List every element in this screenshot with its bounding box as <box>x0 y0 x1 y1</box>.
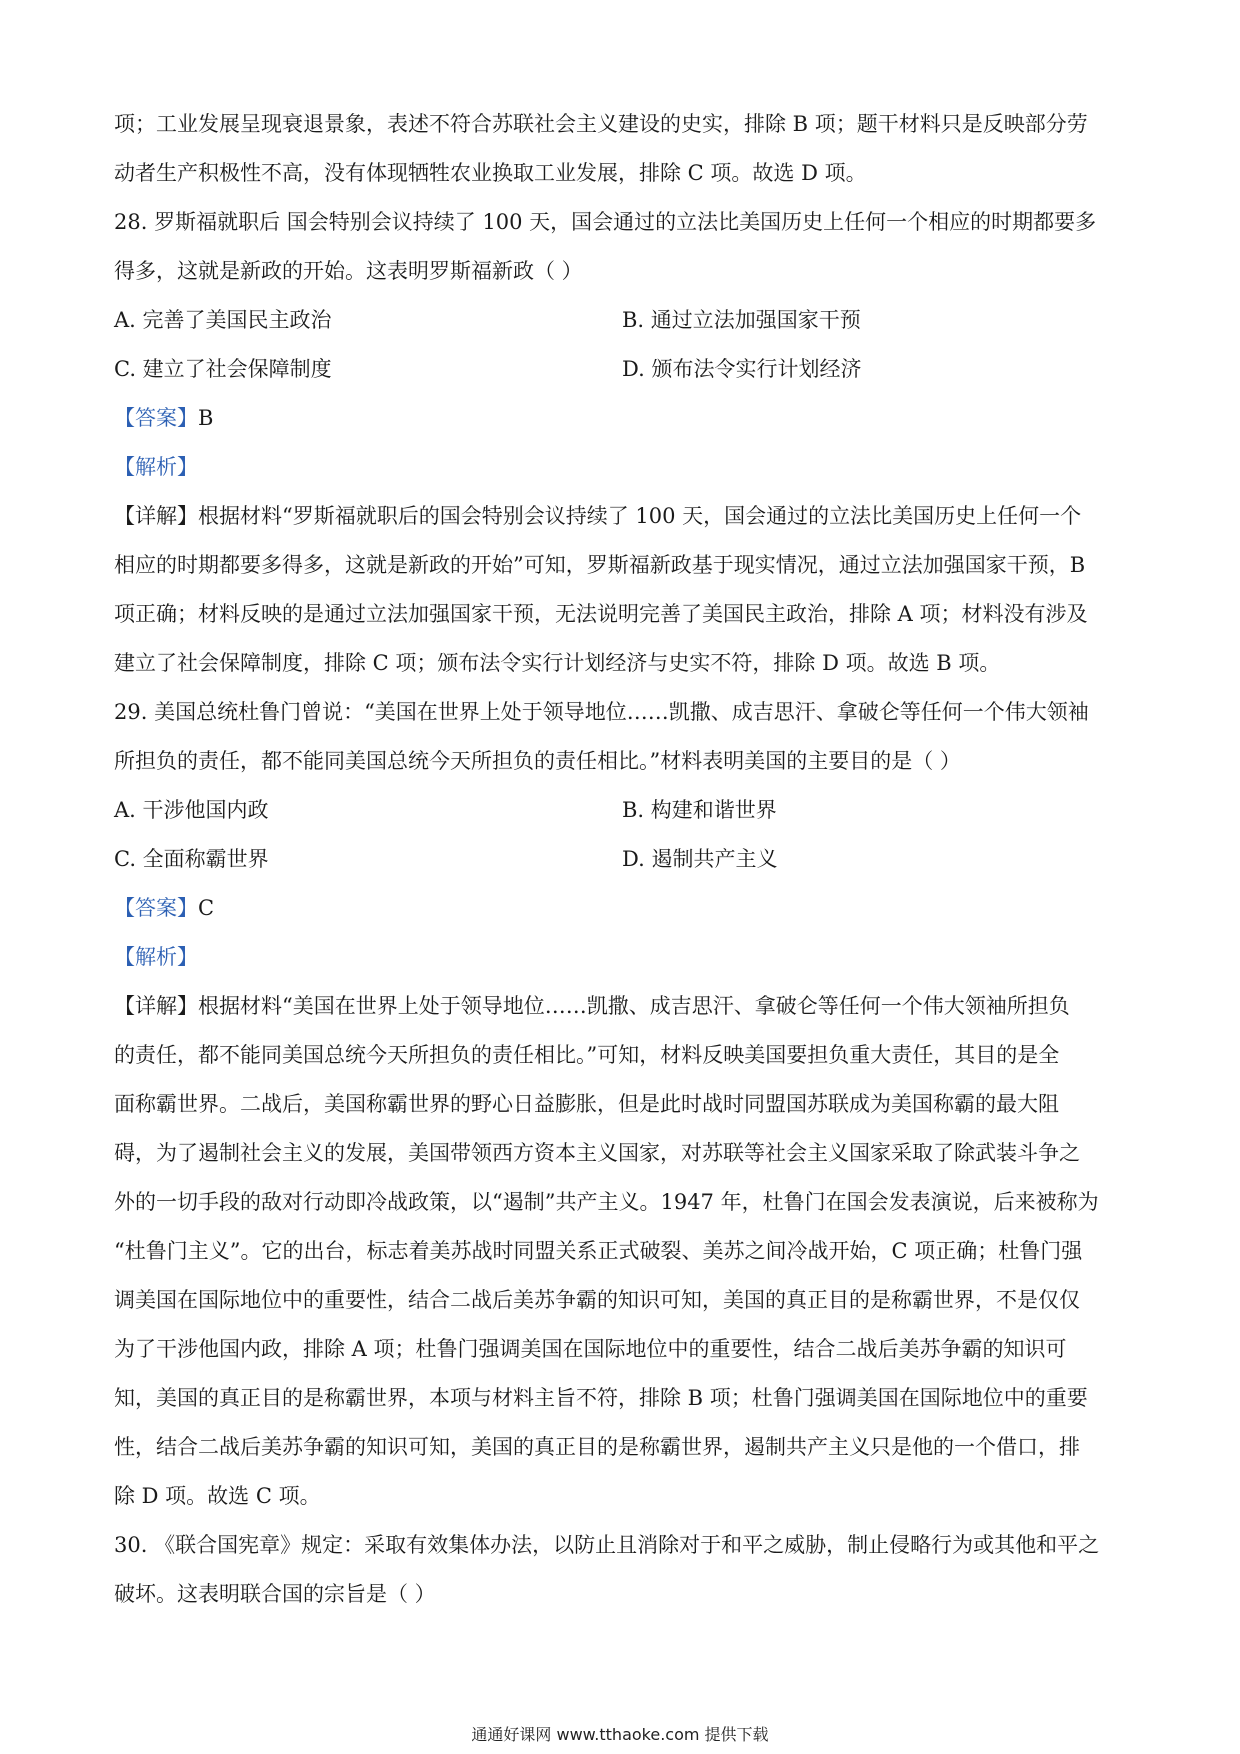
text-line: 项；工业发展呈现衰退景象，表述不符合苏联社会主义建设的史实，排除 B 项；题干材料只是反映部分劳 <box>114 112 1088 136</box>
detail-line: 除 D 项。故选 C 项。 <box>114 1484 321 1508</box>
question-29-stem: 29. 美国总统杜鲁门曾说：“美国在世界上处于领导地位……凯撒、成吉思汗、拿破仑等任何一个伟大领袖 <box>114 700 1089 724</box>
analysis-heading <box>114 933 1130 982</box>
question-28-stem: 28. 罗斯福就职后 国会特别会议持续了 100 天，国会通过的立法比美国历史上任何一个相应的时期都要多 <box>114 210 1097 234</box>
detail-line: 外的一切手段的敌对行动即冷战政策，以“遏制”共产主义。1947 年，杜鲁门在国会发表演说，后来被称为 <box>114 1190 1099 1214</box>
detail-line: 建立了社会保障制度，排除 C 项；颁布法令实行计划经济与史实不符，排除 D 项。故选 B 项。 <box>114 651 1001 675</box>
detail-tag: 【详解】 <box>114 994 198 1018</box>
answer-line <box>114 884 1130 933</box>
option-d: D. 颁布法令实行计划经济 <box>622 357 862 381</box>
detail-line <box>114 982 1130 1031</box>
detail-line: 项正确；材料反映的是通过立法加强国家干预，无法说明完善了美国民主政治，排除 A 项；材料没有涉及 <box>114 602 1088 626</box>
detail-line: 面称霸世界。二战后，美国称霸世界的野心日益膨胀，但是此时战时同盟国苏联成为美国称霸的最大阻 <box>114 1092 1059 1116</box>
answer-line <box>114 394 1130 443</box>
detail-tag: 【详解】 <box>114 504 198 528</box>
question-29-options <box>114 835 1130 884</box>
option-b: B. 构建和谐世界 <box>622 798 777 822</box>
detail-line: 为了干涉他国内政，排除 A 项；杜鲁门强调美国在国际地位中的重要性，结合二战后美苏争霸的知识可 <box>114 1337 1067 1361</box>
option-c: C. 全面称霸世界 <box>114 847 269 871</box>
detail-line: 的责任，都不能同美国总统今天所担负的责任相比。”可知，材料反映美国要担负重大责任，其目的是全 <box>114 1043 1060 1067</box>
analysis-heading <box>114 443 1130 492</box>
question-30-stem: 30. 《联合国宪章》规定：采取有效集体办法，以防止且消除对于和平之威胁，制止侵略行为或其他和平之 <box>114 1533 1100 1557</box>
answer-value: B <box>198 406 214 430</box>
detail-line: 调美国在国际地位中的重要性，结合二战后美苏争霸的知识可知，美国的真正目的是称霸世界，不是仅仅 <box>114 1288 1080 1312</box>
detail-line: 相应的时期都要多得多，这就是新政的开始”可知，罗斯福新政基于现实情况，通过立法加强国家干预，B <box>114 553 1086 577</box>
question-29-stem: 所担负的责任，都不能同美国总统今天所担负的责任相比。”材料表明美国的主要目的是（ ） <box>114 749 961 773</box>
detail-text: 根据材料“美国在世界上处于领导地位……凯撒、成吉思汗、拿破仑等任何一个伟大领袖所担负 <box>198 994 1070 1018</box>
question-28-options <box>114 345 1130 394</box>
answer-value: C <box>198 896 215 920</box>
detail-line: 知，美国的真正目的是称霸世界，本项与材料主旨不符，排除 B 项；杜鲁门强调美国在国际地位中的重要 <box>114 1386 1088 1410</box>
question-29-options <box>114 786 1130 835</box>
text-line: 动者生产积极性不高，没有体现牺牲农业换取工业发展，排除 C 项。故选 D 项。 <box>114 161 867 185</box>
answer-tag: 【答案】 <box>114 406 198 430</box>
answer-tag: 【答案】 <box>114 896 198 920</box>
option-c: C. 建立了社会保障制度 <box>114 357 332 381</box>
detail-line: 碍，为了遏制社会主义的发展，美国带领西方资本主义国家，对苏联等社会主义国家采取了除武装斗争之 <box>114 1141 1080 1165</box>
page-footer[interactable]: 通通好课网 www.tthaoke.com 提供下载 <box>471 1725 769 1744</box>
option-a: A. 完善了美国民主政治 <box>114 308 332 332</box>
analysis-tag: 【解析】 <box>114 455 198 479</box>
question-28-options <box>114 296 1130 345</box>
question-30-stem: 破坏。这表明联合国的宗旨是（ ） <box>114 1582 436 1606</box>
option-b: B. 通过立法加强国家干预 <box>622 308 861 332</box>
detail-line: “杜鲁门主义”。它的出台，标志着美苏战时同盟关系正式破裂、美苏之间冷战开始，C 项正确；杜鲁门强 <box>114 1239 1083 1263</box>
question-28-stem: 得多，这就是新政的开始。这表明罗斯福新政（ ） <box>114 259 583 283</box>
detail-text: 根据材料“罗斯福就职后的国会特别会议持续了 100 天，国会通过的立法比美国历史上任何一个 <box>198 504 1082 528</box>
document-page <box>114 100 1130 1619</box>
detail-line <box>114 492 1130 541</box>
analysis-tag: 【解析】 <box>114 945 198 969</box>
option-d: D. 遏制共产主义 <box>622 847 778 871</box>
option-a: A. 干涉他国内政 <box>114 798 269 822</box>
detail-line: 性，结合二战后美苏争霸的知识可知，美国的真正目的是称霸世界，遏制共产主义只是他的一个借口，排 <box>114 1435 1080 1459</box>
